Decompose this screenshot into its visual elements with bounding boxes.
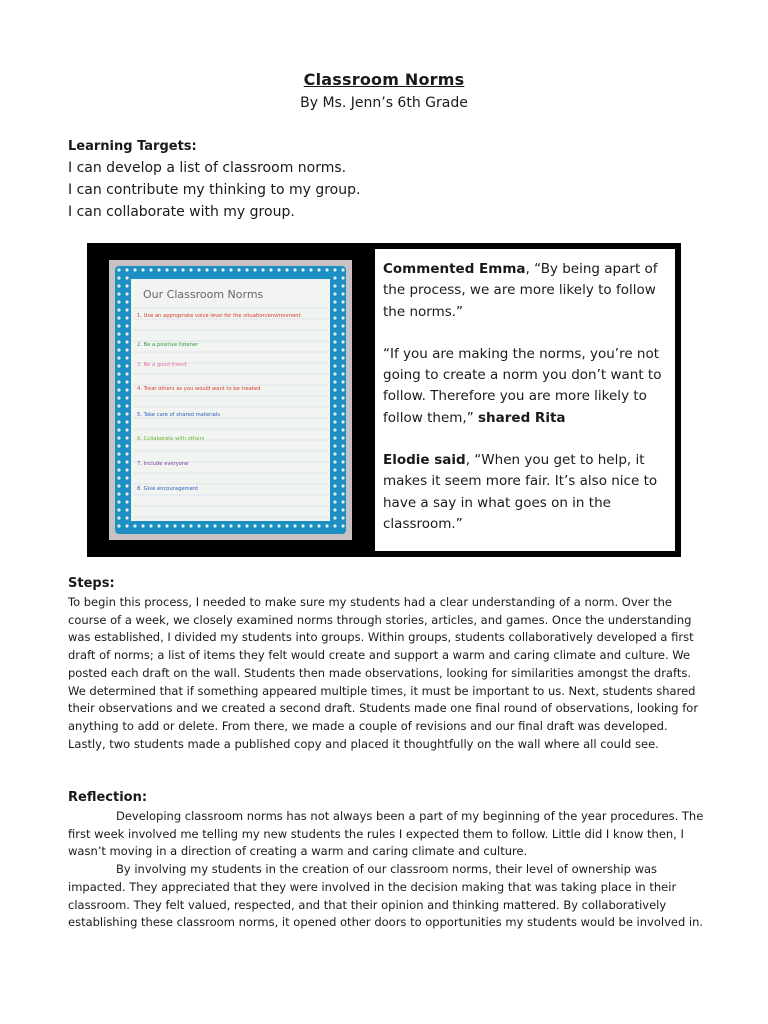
poster-norm-item: 4. Treat others as you would want to be treated bbox=[137, 386, 261, 392]
poster-norm-item: 2. Be a positive listener bbox=[137, 342, 199, 348]
poster-image bbox=[109, 260, 352, 540]
poster-norm-item: 7. Include everyone bbox=[137, 461, 189, 467]
quote-text: , “When you get to help, it makes it seem more fair. It’s also nice to have a say in what goes on in the classroom.” bbox=[383, 452, 658, 532]
quote-frame bbox=[87, 243, 681, 557]
learning-targets-heading: Learning Targets: bbox=[68, 139, 197, 154]
poster-norm-item: 8. Give encouragement bbox=[137, 486, 199, 492]
steps-heading: Steps: bbox=[68, 576, 115, 591]
poster-norm-item: 3. Be a good friend bbox=[137, 362, 187, 368]
poster-heading: Our Classroom Norms bbox=[143, 288, 264, 301]
quote-elodie bbox=[383, 450, 673, 535]
steps-body: To begin this process, I needed to make sure my students had a clear understanding of a norm. Over the course of a week, we closely examined norms through stories, articles, and games. Once the understanding was established, I divided my students into groups. Within groups, students collaboratively developed a first draft of norms; a list of items they felt would create and support a warm and caring climate and culture. We posted each draft on the wall. Students then made observations, looking for similarities amongst the drafts. We determined that if something appeared multiple times, it must be important to us. Next, students shared their observations and we created a second draft. Students made one final round of observations, looking for anything to add or delete. From there, we made a couple of revisions and our final draft was developed. Lastly, two students made a published copy and placed it thoughtfully on the wall where all could see. bbox=[68, 595, 699, 751]
quote-text: “If you are making the norms, you’re not going to create a norm you don’t want to follow. Therefore you are more likely to follow them,” bbox=[383, 345, 662, 426]
poster-norm-item: 6. Collaborate with others bbox=[137, 436, 205, 442]
quote-text: , “By being apart of the process, we are more likely to follow the norms.” bbox=[383, 261, 658, 320]
quote-speaker: shared Rita bbox=[478, 409, 566, 426]
page-title: Classroom Norms bbox=[303, 70, 465, 89]
reflection-heading: Reflection: bbox=[68, 790, 148, 805]
reflection-paragraph: By involving my students in the creation of our classroom norms, their level of ownership was impacted. They appreciated that they were involved in the decision making that was taking place in their classroom. They felt valued, respected, and that their opinion and thinking mattered. By collaboratively establishing these classroom norms, it opened other doors to opportunities my students would be involved in. bbox=[68, 862, 704, 930]
reflection-section bbox=[68, 790, 708, 932]
learning-target-item: I can develop a list of classroom norms. bbox=[68, 160, 347, 176]
steps-section bbox=[68, 576, 708, 753]
learning-targets-section bbox=[68, 139, 708, 223]
poster-norm-item: 1. Use an appropriate voice level for the situation/environment bbox=[137, 313, 301, 319]
reflection-paragraph: Developing classroom norms has not always been a part of my beginning of the year procedures. The first week involved me telling my new students the rules I expected them to follow. Little did I know then, I wasn’t moving in a direction of creating a warm and caring climate and culture. bbox=[68, 809, 704, 859]
page-subtitle: By Ms. Jenn’s 6th Grade bbox=[300, 95, 468, 111]
quote-rita bbox=[383, 344, 673, 429]
quote-speaker: Commented Emma bbox=[383, 261, 526, 277]
quote-speaker: Elodie said bbox=[383, 452, 466, 469]
poster-norm-item: 5. Take care of shared materials bbox=[137, 412, 220, 418]
norms-poster-photo bbox=[109, 260, 352, 540]
quote-emma bbox=[383, 259, 673, 323]
learning-target-item: I can collaborate with my group. bbox=[68, 204, 295, 220]
learning-target-item: I can contribute my thinking to my group. bbox=[68, 182, 361, 198]
student-quotes-panel bbox=[375, 249, 675, 551]
